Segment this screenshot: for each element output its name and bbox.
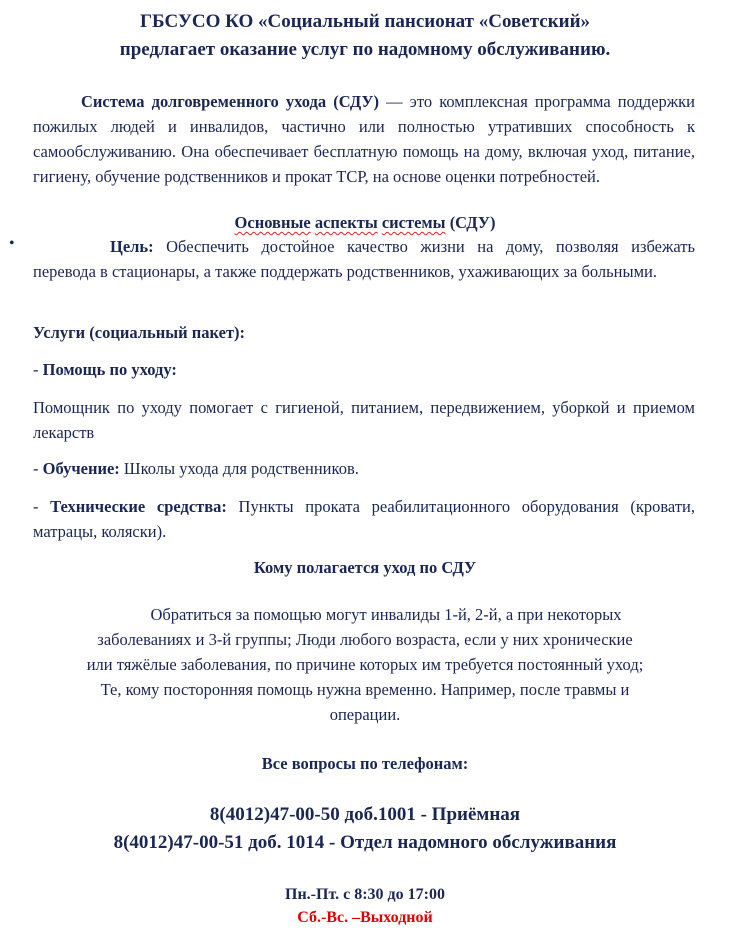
eligibility-heading: Кому полагается уход по СДУ — [253, 558, 477, 577]
care-text: Помощник по уходу помогает с гигиеной, питанием, передвижением, уборкой и приемом лекарств — [33, 398, 695, 442]
goal-label: Цель: — [110, 237, 154, 256]
header-line-2: предлагает оказание услуг по надомному обслуживанию. — [119, 39, 611, 60]
contacts-heading: Все вопросы по телефонам: — [261, 754, 469, 773]
eligibility-line-3: или тяжёлые заболевания, по причине которых им требуется постоянный уход; — [86, 655, 644, 674]
bullet-icon: • — [9, 235, 15, 252]
intro-paragraph — [33, 89, 695, 189]
intro-dash: — — [379, 92, 410, 111]
intro-text: это комплексная программа поддержки пожилых людей и инвалидов, частично или полностью утративших способность к самообслуживанию. Она обеспечивает бесплатную помощь на дому, включая уход, питание, гигиену, обучение родственников и прокат ТСР, на основе оценки потребностей. — [33, 92, 696, 186]
aspects-heading-word1: Основные — [234, 213, 311, 232]
eligibility-line-4: Те, кому посторонняя помощь нужна временно. Например, после травмы и — [100, 680, 630, 699]
phone-reception: 8(4012)47-00-50 доб.1001 - Приёмная — [209, 804, 521, 825]
care-heading — [33, 357, 695, 382]
tech-text: Пункты проката реабилитационного оборудования (кровати, матрацы, коляски). — [33, 497, 695, 541]
goal-text: Обеспечить достойное качество жизни на дому, позволяя избежать перевода в стационары, а также поддержать родственников, ухаживающих за больными. — [33, 237, 695, 281]
services-heading: Услуги (социальный пакет): — [33, 323, 246, 342]
aspects-heading-tail: (СДУ) — [449, 213, 496, 232]
tech-dash: - — [33, 497, 51, 516]
tech-label: Технические средства: — [50, 497, 227, 516]
header-line-1: ГБСУСО КО «Социальный пансионат «Советский» — [139, 11, 591, 32]
edu-dash: - — [33, 459, 43, 478]
aspects-heading-word3: системы — [381, 213, 446, 232]
goal-paragraph — [33, 234, 695, 284]
tech-item — [33, 494, 695, 544]
aspects-heading-word2: аспекты — [314, 213, 378, 232]
eligibility-line-5: операции. — [329, 705, 401, 724]
edu-text: Школы ухода для родственников. — [119, 459, 359, 478]
aspects-heading — [0, 211, 730, 235]
eligibility-line-1: Обратиться за помощью могут инвалиды 1-й, 2-й, а при некоторых — [150, 605, 622, 624]
edu-label: Обучение: — [42, 459, 120, 478]
phone-home-service: 8(4012)47-00-51 доб. 1014 - Отдел надомного обслуживания — [113, 832, 617, 853]
edu-item — [33, 456, 695, 481]
eligibility-line-2: заболеваниях и 3-й группы; Люди любого возраста, если у них хронические — [97, 630, 633, 649]
work-hours: Пн.-Пт. с 8:30 до 17:00 — [285, 886, 445, 903]
care-dash: - — [33, 360, 43, 379]
care-label: Помощь по уходу: — [42, 360, 177, 379]
weekend-hours: Сб.-Вс. –Выходной — [297, 909, 433, 926]
intro-bold: Система долговременного ухода (СДУ) — [81, 92, 380, 111]
